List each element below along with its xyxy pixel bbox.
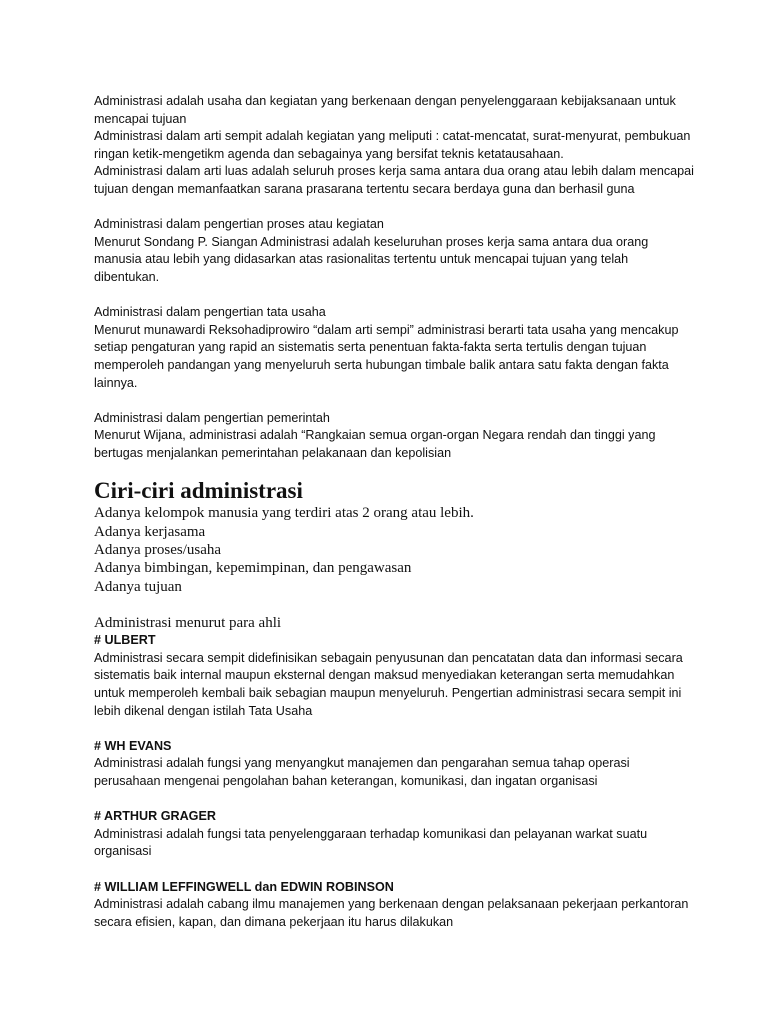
expert-arthur-grager: [94, 808, 694, 861]
expert-definition: Administrasi adalah fungsi tata penyelenggaraan terhadap komunikasi dan pelayanan warkat suatu organisasi: [94, 826, 648, 859]
intro-paragraph-2: Administrasi dalam arti sempit adalah kegiatan yang meliputi : catat-mencatat, surat-menyurat, pembukuan ringan ketik-mengetikm agenda dan sebagainya yang bersifat teknis ketatausahaan.: [94, 129, 691, 161]
ciri-heading: Ciri-ciri administrasi: [94, 478, 303, 504]
expert-definition: Administrasi adalah fungsi yang menyangkut manajemen dan pengarahan semua tahap operasi perusahaan mengenai pengolahan bahan keterangan, komunikasi, dan ingatan organisasi: [94, 756, 630, 788]
experts-intro: Administrasi menurut para ahli: [94, 614, 282, 631]
expert-name: # WH EVANS: [94, 738, 172, 753]
expert-ulbert: [94, 632, 694, 720]
section-body: Menurut Wijana, administrasi adalah “Rangkaian semua organ-organ Negara rendah dan tinggi yang bertugas menjalankan pemerintahan pelakanaan dan kepolisian: [94, 428, 656, 460]
expert-definition: Administrasi secara sempit didefinisikan sebagain penyusunan dan pencatatan data dan informasi secara sistematis baik internal maupun eksternal dengan maksud menyediakan keterangan serta memudahkan untuk memperoleh kembali baik sebagian maupun menyeluruh. Pengertian administrasi secara sempit ini lebih dikenal dengan istilah Tata Usaha: [94, 650, 683, 718]
document-page: [94, 93, 694, 931]
expert-name: # ULBERT: [94, 633, 156, 648]
intro-block: [94, 93, 694, 199]
ciri-list: [94, 504, 694, 595]
list-item: Adanya bimbingan, kepemimpinan, dan pengawasan: [94, 560, 412, 577]
expert-leffingwell-robinson: [94, 879, 694, 932]
expert-wh-evans: [94, 738, 694, 791]
section-body: Menurut Sondang P. Siangan Administrasi adalah keseluruhan proses kerja sama antara dua orang manusia atau lebih yang didasarkan atas rasionalitas tertentu untuk mencapai tujuan yang telah dibentukan.: [94, 234, 649, 284]
section-tata-usaha: [94, 304, 694, 392]
list-item: Adanya kelompok manusia yang terdiri atas 2 orang atau lebih.: [94, 505, 474, 522]
section-body: Menurut munawardi Reksohadiprowiro “dalam arti sempi” administrasi berarti tata usaha yang mencakup setiap pengaturan yang rapid an sistematis serta penentuan fakta-fakta serta tertulis dengan tujuan memperoleh pandangan yang menyeluruh serta hubungan timbale balik antara satu fakta dengan fakta lainnya.: [94, 322, 679, 390]
section-title: Administrasi dalam pengertian proses atau kegiatan: [94, 217, 384, 232]
section-title: Administrasi dalam pengertian pemerintah: [94, 410, 330, 425]
section-process: [94, 216, 694, 286]
intro-paragraph-3: Administrasi dalam arti luas adalah seluruh proses kerja sama antara dua orang atau lebih dalam mencapai tujuan dengan memanfaatkan sarana prasarana tertentu secara berdaya guna dan berhasil guna: [94, 164, 694, 196]
expert-name: # WILLIAM LEFFINGWELL dan EDWIN ROBINSON: [94, 879, 394, 894]
list-item: Adanya kerjasama: [94, 523, 206, 540]
list-item: Adanya tujuan: [94, 578, 182, 595]
section-pemerintah: [94, 410, 694, 463]
intro-paragraph-1: Administrasi adalah usaha dan kegiatan yang berkenaan dengan penyelenggaraan kebijaksanaan untuk mencapai tujuan: [94, 94, 676, 126]
list-item: Adanya proses/usaha: [94, 542, 222, 559]
section-title: Administrasi dalam pengertian tata usaha: [94, 305, 326, 320]
expert-name: # ARTHUR GRAGER: [94, 809, 216, 824]
expert-definition: Administrasi adalah cabang ilmu manajemen yang berkenaan dengan pelaksanaan pekerjaan perkantoran secara efisien, kapan, dan dimana pekerjaan itu harus dilakukan: [94, 897, 689, 929]
